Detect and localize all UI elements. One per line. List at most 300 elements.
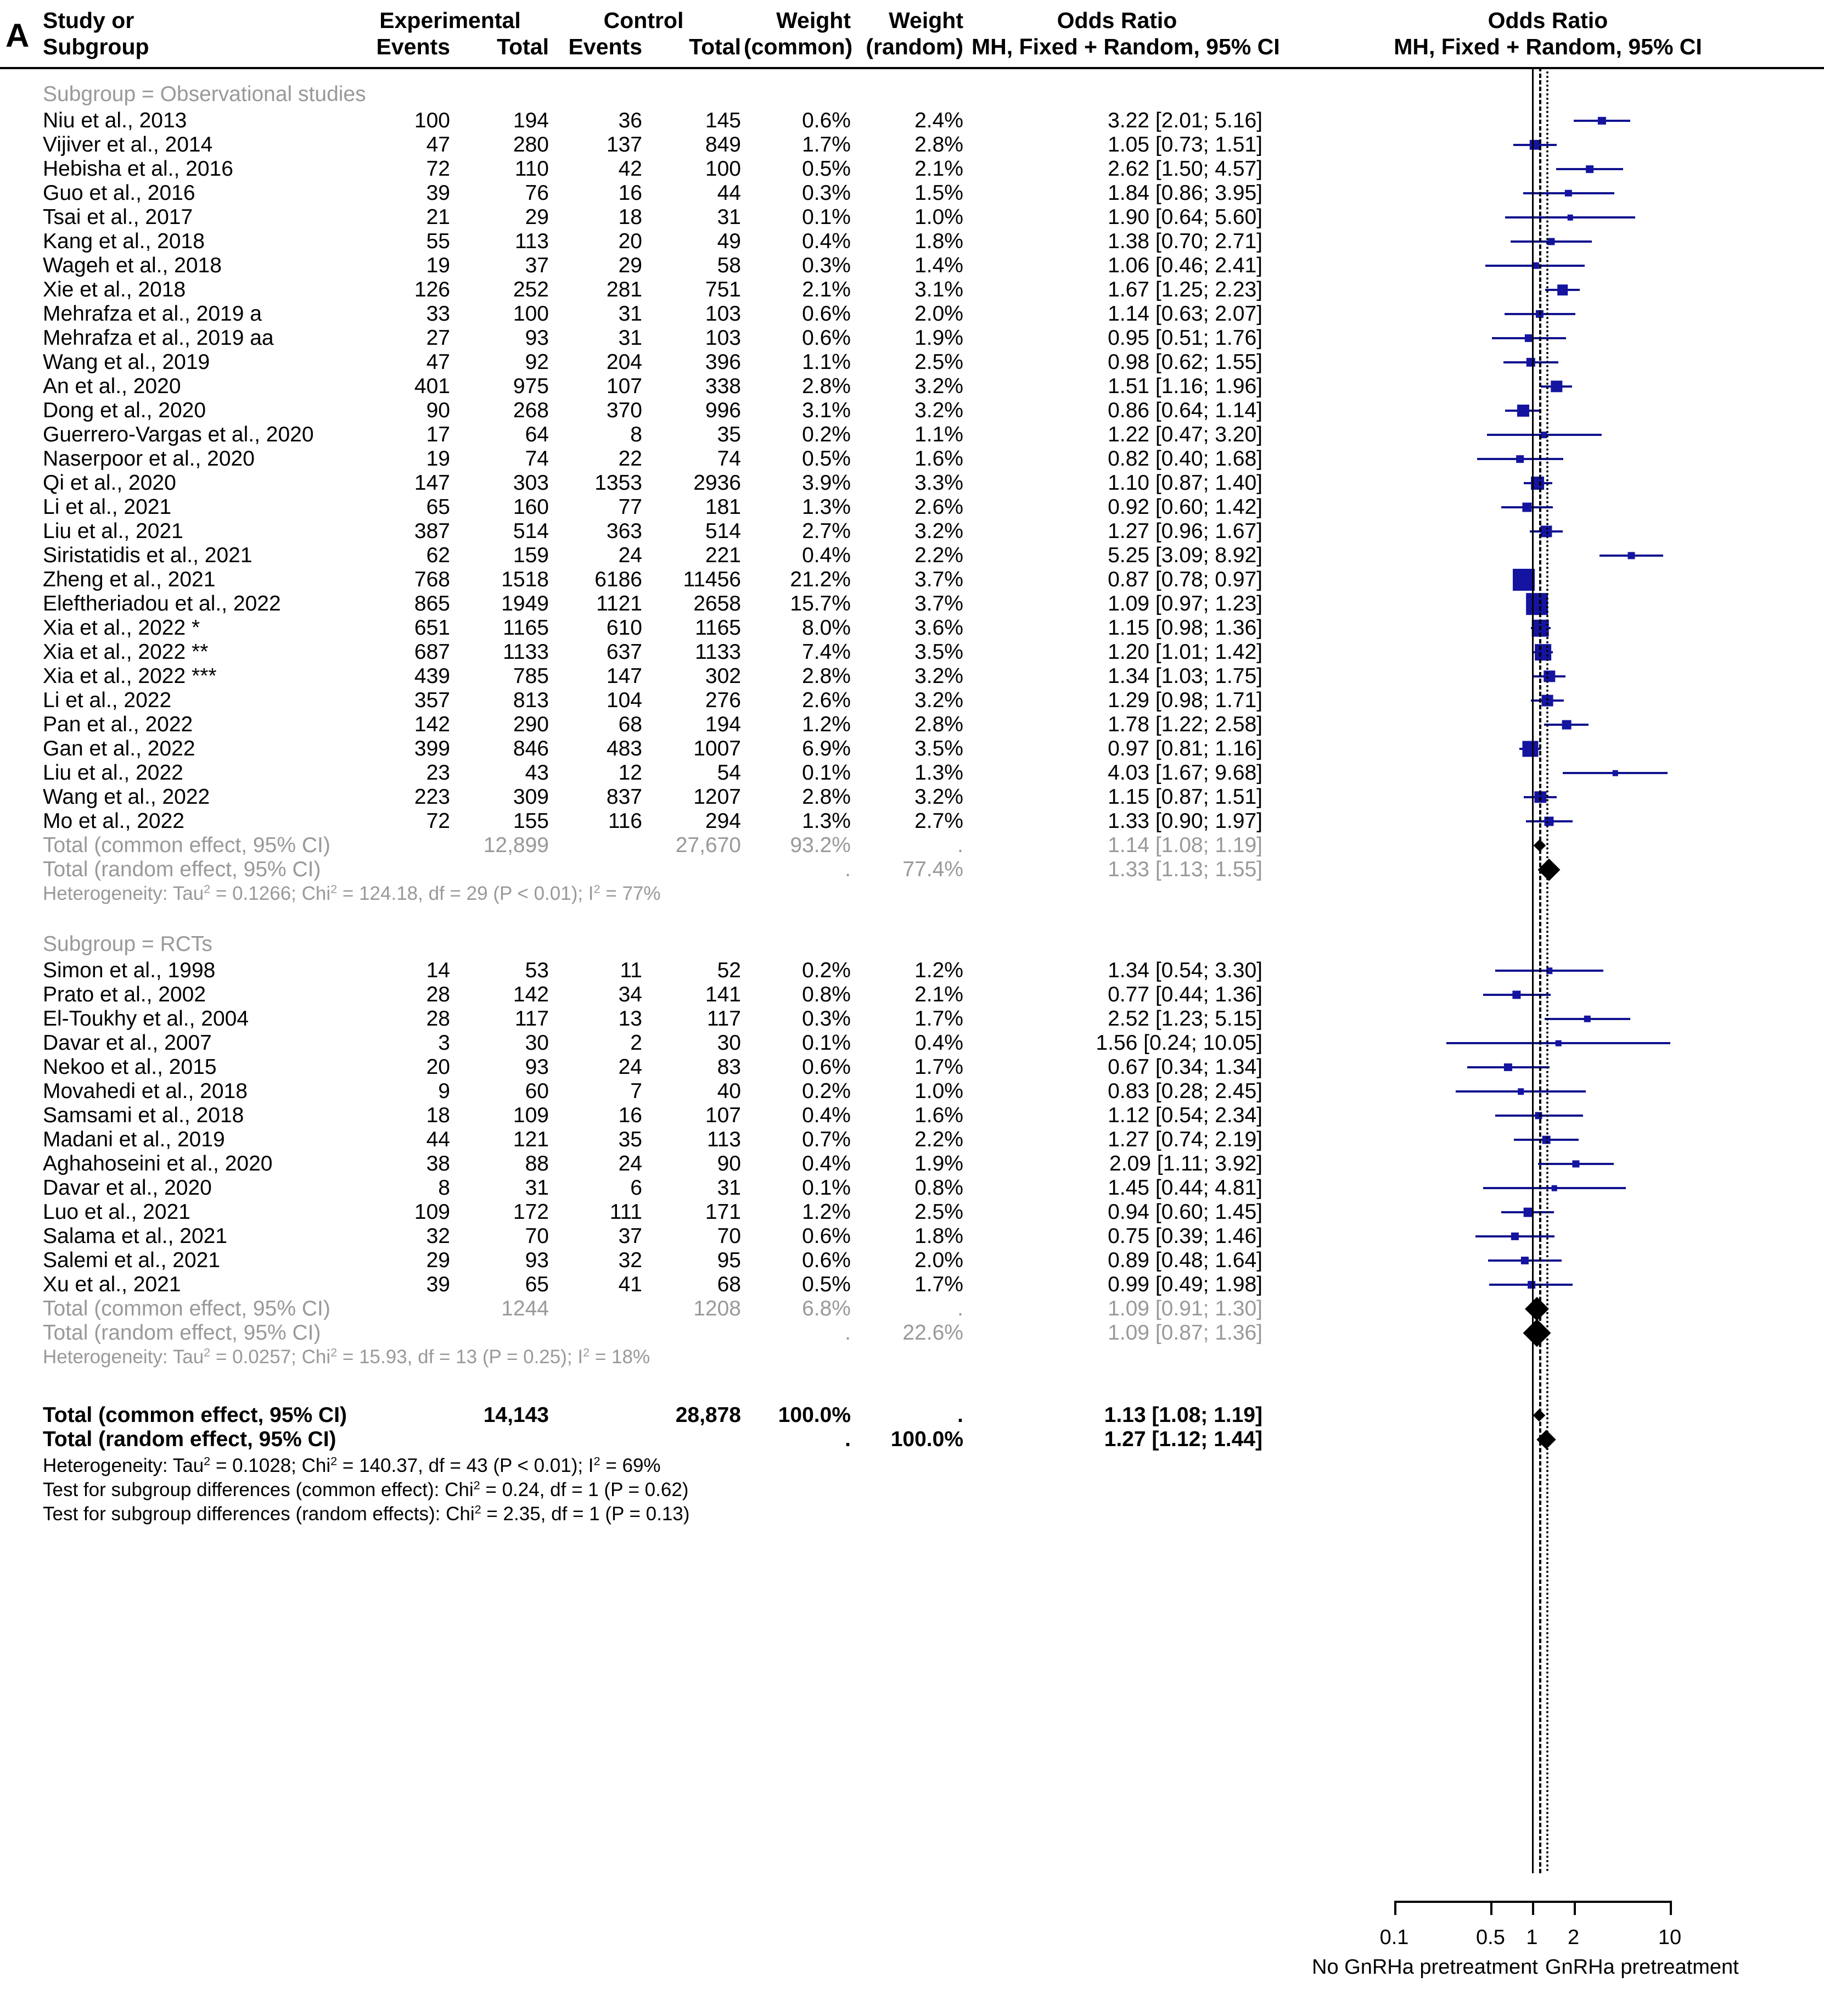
row-ctrl-events: 111	[609, 1200, 642, 1224]
row-ctrl-total: 141	[705, 983, 741, 1006]
study-marker	[1279, 1104, 1824, 1128]
row-weight-random: 3.2%	[914, 519, 963, 543]
row-exp-events: 65	[426, 495, 450, 519]
axis-tick-label: 0.5	[1476, 1926, 1505, 1949]
row-weight-common: 0.2%	[802, 959, 851, 982]
row-ctrl-total: 107	[705, 1104, 741, 1127]
row-exp-events: 147	[414, 471, 450, 495]
row-exp-total: 1165	[503, 616, 549, 640]
row-weight-random: 2.5%	[914, 1200, 963, 1224]
row-odds-ratio: 1.14 [1.08; 1.19]	[1108, 833, 1262, 857]
row-exp-events	[351, 858, 450, 882]
row-exp-events: 19	[426, 254, 450, 277]
row-ctrl-total: 221	[705, 544, 741, 567]
study-marker	[1279, 616, 1824, 640]
row-study-label: Aghahoseini et al., 2020	[43, 1152, 273, 1175]
row-ctrl-events: 29	[618, 254, 642, 277]
row-weight-random: 3.7%	[914, 592, 963, 615]
row-study-label: Total (random effect, 95% CI)	[43, 1321, 321, 1345]
effect-size-square	[1513, 569, 1535, 591]
row-exp-events: 100	[414, 109, 450, 132]
row-exp-total: 785	[513, 664, 549, 688]
row-ctrl-events: 31	[618, 326, 642, 350]
row-weight-common: 21.2%	[790, 568, 851, 591]
row-ctrl-total: 514	[705, 519, 741, 543]
effect-size-square	[1551, 380, 1562, 392]
row-odds-ratio: 0.98 [0.62; 1.55]	[1108, 350, 1262, 374]
subgroup-heading: Subgroup = Observational studies	[43, 82, 366, 106]
row-study-label: Xia et al., 2022 ***	[43, 664, 217, 688]
row-odds-ratio: 2.09 [1.11; 3.92]	[1109, 1152, 1262, 1175]
effect-size-square	[1562, 720, 1571, 730]
row-ctrl-events: 12	[618, 761, 642, 785]
row-weight-random: 1.8%	[914, 229, 963, 253]
row-exp-total: 268	[513, 399, 549, 422]
row-exp-events: 39	[426, 181, 450, 205]
row-ctrl-events	[546, 833, 642, 858]
row-exp-events	[351, 833, 450, 858]
header-study-line2: Subgroup	[43, 34, 149, 59]
row-exp-events: 357	[414, 688, 450, 712]
row-weight-common: 6.8%	[802, 1297, 851, 1320]
row-ctrl-events: 13	[618, 1007, 642, 1031]
row-study-label: Mo et al., 2022	[43, 809, 184, 833]
row-weight-random: 3.2%	[914, 785, 963, 809]
header-weight-random-1: Weight	[889, 8, 963, 33]
study-marker	[1279, 205, 1824, 229]
row-odds-ratio: 1.27 [1.12; 1.44]	[1104, 1427, 1262, 1451]
row-odds-ratio: 1.34 [1.03; 1.75]	[1108, 664, 1262, 688]
study-marker	[1279, 1152, 1824, 1176]
row-exp-events: 29	[426, 1248, 450, 1272]
row-weight-common: 0.6%	[802, 1055, 851, 1079]
row-study-label: Total (common effect, 95% CI)	[43, 1403, 347, 1427]
row-ctrl-total: 83	[717, 1055, 741, 1079]
forest-plot-canvas	[1279, 67, 1824, 1873]
header-weight-random-2: (random)	[866, 34, 963, 59]
row-study-label: Gan et al., 2022	[43, 737, 195, 760]
row-study-label: Total (random effect, 95% CI)	[43, 858, 321, 881]
row-ctrl-total: 181	[705, 495, 741, 519]
row-exp-events: 44	[426, 1128, 450, 1151]
header-or-ci-plot: MH, Fixed + Random, 95% CI	[1394, 34, 1702, 59]
row-exp-total: 194	[513, 109, 549, 132]
row-weight-common: 2.6%	[802, 688, 851, 712]
row-study-label: An et al., 2020	[43, 374, 181, 398]
row-odds-ratio: 1.14 [0.63; 2.07]	[1108, 302, 1262, 326]
row-exp-total: 1244	[501, 1297, 549, 1320]
row-exp-total: 110	[514, 157, 549, 181]
effect-size-square	[1544, 670, 1555, 682]
row-weight-common: .	[845, 1321, 851, 1345]
row-exp-total: 74	[525, 447, 549, 471]
row-ctrl-events: 68	[618, 713, 642, 736]
row-study-label: Li et al., 2022	[43, 688, 172, 712]
row-weight-random: 1.6%	[914, 447, 963, 471]
row-study-label: Davar et al., 2020	[43, 1176, 212, 1200]
effect-size-square	[1535, 644, 1551, 660]
study-marker	[1279, 399, 1824, 423]
row-ctrl-total: 11456	[683, 568, 741, 591]
axis-tick	[1490, 1901, 1492, 1915]
row-ctrl-total	[642, 1321, 741, 1345]
row-exp-total: 30	[525, 1031, 549, 1055]
random-effect-reference-line	[1546, 67, 1548, 1873]
row-ctrl-events: 204	[606, 350, 642, 374]
row-ctrl-total: 145	[705, 109, 741, 132]
row-ctrl-events: 32	[618, 1248, 642, 1272]
row-weight-common: 0.3%	[802, 181, 851, 205]
row-exp-total: 53	[525, 959, 549, 982]
row-odds-ratio: 0.92 [0.60; 1.42]	[1108, 495, 1262, 519]
row-ctrl-events: 36	[618, 109, 642, 132]
row-exp-events: 142	[414, 713, 450, 736]
row-exp-total: 93	[525, 1055, 549, 1079]
row-weight-common: 2.7%	[802, 519, 851, 543]
row-ctrl-events: 137	[606, 133, 642, 156]
row-ctrl-events: 1121	[596, 592, 642, 615]
row-weight-random: 0.8%	[914, 1176, 963, 1200]
row-exp-total: 975	[513, 374, 549, 398]
row-ctrl-events: 837	[606, 785, 642, 809]
row-weight-common: 2.8%	[802, 785, 851, 809]
row-odds-ratio: 1.78 [1.22; 2.58]	[1108, 713, 1262, 736]
row-study-label: Movahedi et al., 2018	[43, 1079, 248, 1103]
row-ctrl-events: 2	[630, 1031, 642, 1055]
row-odds-ratio: 1.06 [0.46; 2.41]	[1108, 254, 1262, 277]
row-ctrl-events: 35	[618, 1128, 642, 1151]
row-exp-total: 813	[513, 688, 549, 712]
study-marker	[1279, 254, 1824, 278]
row-weight-random: 1.9%	[914, 326, 963, 350]
row-odds-ratio: 1.84 [0.86; 3.95]	[1108, 181, 1262, 205]
row-weight-common: 0.6%	[802, 326, 851, 350]
study-marker	[1279, 1128, 1824, 1152]
axis-tick	[1532, 1901, 1534, 1915]
row-odds-ratio: 5.25 [3.09; 8.92]	[1108, 544, 1262, 567]
header-experimental: Experimental	[379, 8, 521, 33]
row-weight-random: 1.7%	[914, 1007, 963, 1031]
row-odds-ratio: 1.27 [0.96; 1.67]	[1108, 519, 1262, 543]
row-weight-random: 1.8%	[914, 1224, 963, 1248]
row-ctrl-events	[546, 1427, 642, 1452]
row-ctrl-events: 6	[630, 1176, 642, 1200]
effect-size-square	[1528, 1281, 1535, 1289]
row-exp-events: 28	[426, 1007, 450, 1031]
row-weight-random: 3.2%	[914, 664, 963, 688]
study-marker	[1279, 983, 1824, 1007]
row-exp-total: 1518	[501, 568, 549, 591]
row-exp-total: 172	[513, 1200, 549, 1224]
row-weight-common: 0.3%	[802, 254, 851, 277]
study-marker	[1279, 1079, 1824, 1104]
row-weight-common: 1.3%	[802, 495, 851, 519]
row-odds-ratio: 1.09 [0.97; 1.23]	[1108, 592, 1262, 615]
effect-size-square	[1598, 117, 1606, 125]
study-marker	[1279, 1273, 1824, 1297]
summary-diamond	[1279, 1297, 1824, 1321]
row-exp-total: 121	[513, 1128, 549, 1151]
row-weight-random: 1.6%	[914, 1104, 963, 1127]
row-weight-common: 7.4%	[802, 640, 851, 664]
row-weight-random: 2.0%	[914, 1248, 963, 1272]
row-exp-total: 117	[514, 1007, 549, 1031]
row-exp-total: 159	[513, 544, 549, 567]
row-exp-total: 155	[513, 809, 549, 833]
header-study-line1: Study or	[43, 8, 134, 33]
effect-size-square	[1522, 741, 1538, 757]
row-study-label: Tsai et al., 2017	[43, 205, 193, 229]
row-weight-random: 2.5%	[914, 350, 963, 374]
row-exp-total: 60	[525, 1079, 549, 1103]
row-exp-events	[351, 1321, 450, 1345]
row-ctrl-total: 95	[717, 1248, 741, 1272]
row-exp-events: 47	[426, 350, 450, 374]
row-weight-common: 2.8%	[802, 374, 851, 398]
study-marker	[1279, 688, 1824, 713]
study-marker	[1279, 1176, 1824, 1200]
row-odds-ratio: 1.33 [1.13; 1.55]	[1108, 858, 1262, 881]
row-exp-events: 126	[414, 278, 450, 301]
row-ctrl-events: 147	[606, 664, 642, 688]
row-odds-ratio: 1.20 [1.01; 1.42]	[1108, 640, 1262, 664]
row-ctrl-total: 1208	[693, 1297, 741, 1320]
effect-size-square	[1573, 1160, 1580, 1167]
row-weight-random: 3.5%	[914, 640, 963, 664]
row-weight-common: 0.6%	[802, 109, 851, 132]
header-weight-common-1: Weight	[776, 8, 851, 33]
row-exp-events: 23	[426, 761, 450, 785]
row-exp-total: 76	[525, 181, 549, 205]
row-ctrl-total: 31	[717, 1176, 741, 1200]
row-weight-common: 2.1%	[802, 278, 851, 301]
summary-diamond	[1279, 1321, 1824, 1345]
effect-size-square	[1526, 593, 1548, 615]
row-ctrl-total	[642, 858, 741, 882]
row-exp-events: 19	[426, 447, 450, 471]
row-study-label: Xu et al., 2021	[43, 1273, 181, 1296]
row-weight-random: 2.8%	[914, 713, 963, 736]
row-weight-common: 2.8%	[802, 664, 851, 688]
row-exp-events: 47	[426, 133, 450, 156]
row-exp-events: 109	[414, 1200, 450, 1224]
study-marker	[1279, 374, 1824, 399]
row-ctrl-total: 996	[705, 399, 741, 422]
row-exp-events	[351, 1297, 450, 1321]
row-ctrl-total: 30	[717, 1031, 741, 1055]
row-weight-random: 2.2%	[914, 544, 963, 567]
study-marker	[1279, 761, 1824, 785]
header-or-ci-text: MH, Fixed + Random, 95% CI	[972, 34, 1280, 59]
row-weight-common: 0.5%	[802, 447, 851, 471]
row-ctrl-total: 27,670	[675, 833, 741, 857]
summary-diamond	[1279, 1427, 1824, 1452]
row-ctrl-events: 77	[618, 495, 642, 519]
row-exp-events: 27	[426, 326, 450, 350]
study-marker	[1279, 544, 1824, 568]
row-weight-common: 0.7%	[802, 1128, 851, 1151]
study-marker	[1279, 592, 1824, 616]
row-ctrl-events: 37	[618, 1224, 642, 1248]
subgroup-test-line: Test for subgroup differences (common effect): Chi$^2$ = 0.24, df = 1 (P = 0.62)	[43, 1478, 689, 1500]
row-exp-events: 401	[414, 374, 450, 398]
row-weight-common: 3.9%	[802, 471, 851, 495]
effect-size-square	[1613, 770, 1619, 776]
row-ctrl-total: 302	[705, 664, 741, 688]
study-marker	[1279, 302, 1824, 326]
header-ctrl-total: Total	[689, 34, 741, 59]
row-weight-common: 0.6%	[802, 1248, 851, 1272]
row-study-label: Hebisha et al., 2016	[43, 157, 233, 181]
effect-size-square	[1517, 405, 1529, 417]
row-ctrl-events	[546, 1297, 642, 1321]
row-study-label: Li et al., 2021	[43, 495, 172, 519]
effect-size-square	[1565, 190, 1572, 197]
row-odds-ratio: 3.22 [2.01; 5.16]	[1108, 109, 1262, 132]
row-weight-random: 1.7%	[914, 1273, 963, 1296]
row-ctrl-total: 103	[705, 326, 741, 350]
row-study-label: Kang et al., 2018	[43, 229, 205, 253]
row-ctrl-total	[642, 1427, 741, 1452]
row-study-label: Eleftheriadou et al., 2022	[43, 592, 281, 615]
row-study-label: Wang et al., 2022	[43, 785, 210, 809]
header-control: Control	[603, 8, 684, 33]
row-exp-events: 399	[414, 737, 450, 760]
row-ctrl-events: 7	[630, 1079, 642, 1103]
row-exp-events: 72	[426, 157, 450, 181]
row-ctrl-total: 117	[706, 1007, 741, 1031]
row-weight-common: 0.1%	[802, 205, 851, 229]
row-ctrl-total: 849	[705, 133, 741, 156]
row-exp-total: 290	[513, 713, 549, 736]
row-odds-ratio: 0.87 [0.78; 0.97]	[1108, 568, 1262, 591]
row-ctrl-total: 2936	[693, 471, 741, 495]
row-weight-random: 3.7%	[914, 568, 963, 591]
row-weight-common: 0.1%	[802, 761, 851, 785]
row-study-label: Vijiver et al., 2014	[43, 133, 213, 156]
row-exp-events: 223	[414, 785, 450, 809]
study-marker	[1279, 713, 1824, 737]
row-ctrl-total: 103	[705, 302, 741, 326]
row-exp-events: 651	[414, 616, 450, 640]
row-odds-ratio: 0.82 [0.40; 1.68]	[1108, 447, 1262, 471]
row-exp-events: 8	[438, 1176, 450, 1200]
row-exp-total: 252	[513, 278, 549, 301]
row-weight-common: 0.4%	[802, 229, 851, 253]
row-odds-ratio: 0.75 [0.39; 1.46]	[1108, 1224, 1262, 1248]
row-weight-random: 1.4%	[914, 254, 963, 277]
row-study-label: Zheng et al., 2021	[43, 568, 216, 591]
row-exp-events: 72	[426, 809, 450, 833]
row-ctrl-total: 90	[717, 1152, 741, 1175]
axis-tick	[1394, 1901, 1396, 1915]
row-study-label: Niu et al., 2013	[43, 109, 187, 132]
study-marker	[1279, 350, 1824, 374]
row-odds-ratio: 1.67 [1.25; 2.23]	[1108, 278, 1262, 301]
row-odds-ratio: 0.99 [0.49; 1.98]	[1108, 1273, 1262, 1296]
row-ctrl-events: 370	[606, 399, 642, 422]
row-weight-random: 2.4%	[914, 109, 963, 132]
row-exp-events: 28	[426, 983, 450, 1006]
row-weight-random: 2.8%	[914, 133, 963, 156]
row-ctrl-total: 1207	[693, 785, 741, 809]
study-marker	[1279, 664, 1824, 688]
row-weight-common: 0.6%	[802, 1224, 851, 1248]
row-odds-ratio: 1.15 [0.87; 1.51]	[1108, 785, 1262, 809]
row-odds-ratio: 1.13 [1.08; 1.19]	[1104, 1403, 1262, 1427]
row-exp-total: 14,143	[483, 1403, 549, 1427]
row-ctrl-events: 24	[618, 1152, 642, 1175]
effect-size-square	[1586, 165, 1593, 173]
row-weight-common: 1.1%	[802, 350, 851, 374]
row-study-label: El-Toukhy et al., 2004	[43, 1007, 249, 1031]
row-weight-random: .	[957, 1403, 963, 1427]
row-exp-total: 93	[525, 326, 549, 350]
axis-tick	[1574, 1901, 1576, 1915]
row-weight-common: .	[845, 858, 851, 881]
row-weight-random: 3.2%	[914, 399, 963, 422]
row-weight-common: 100.0%	[778, 1403, 851, 1427]
row-ctrl-total: 276	[705, 688, 741, 712]
row-study-label: Total (common effect, 95% CI)	[43, 833, 330, 857]
heterogeneity-line: Heterogeneity: Tau$^2$ = 0.1266; Chi$^2$ = 124.18, df = 29 (P < 0.01); $I^2 = 77\%$	[43, 882, 661, 904]
row-exp-events: 3	[438, 1031, 450, 1055]
row-weight-common: 0.8%	[802, 983, 851, 1006]
row-exp-events: 90	[426, 399, 450, 422]
row-weight-common: 1.7%	[802, 133, 851, 156]
row-study-label: Pan et al., 2022	[43, 713, 193, 736]
diamond-shape	[1525, 1297, 1550, 1321]
row-weight-random: 3.1%	[914, 278, 963, 301]
row-ctrl-total: 68	[717, 1273, 741, 1296]
row-weight-common: 15.7%	[790, 592, 851, 615]
row-weight-common: 0.5%	[802, 1273, 851, 1296]
row-ctrl-total: 113	[706, 1128, 741, 1151]
row-study-label: Davar et al., 2007	[43, 1031, 212, 1055]
row-odds-ratio: 1.51 [1.16; 1.96]	[1108, 374, 1262, 398]
row-weight-random: 1.9%	[914, 1152, 963, 1175]
row-exp-total: 309	[513, 785, 549, 809]
row-study-label: Dong et al., 2020	[43, 399, 206, 422]
row-ctrl-events: 610	[606, 616, 642, 640]
row-ctrl-events: 41	[618, 1273, 642, 1296]
row-ctrl-total: 1165	[695, 616, 741, 640]
row-ctrl-events: 637	[606, 640, 642, 664]
row-study-label: Nekoo et al., 2015	[43, 1055, 217, 1079]
row-odds-ratio: 0.77 [0.44; 1.36]	[1108, 983, 1262, 1006]
row-weight-common: 1.2%	[802, 713, 851, 736]
study-marker	[1279, 495, 1824, 519]
row-exp-total	[456, 858, 549, 882]
row-odds-ratio: 1.12 [0.54; 2.34]	[1108, 1104, 1262, 1127]
axis-tick-label: 2	[1567, 1926, 1580, 1949]
effect-size-square	[1530, 140, 1540, 150]
row-ctrl-events: 8	[630, 423, 642, 446]
row-ctrl-total: 294	[705, 809, 741, 833]
effect-size-square	[1548, 238, 1555, 245]
row-odds-ratio: 1.34 [0.54; 3.30]	[1108, 959, 1262, 982]
row-weight-random: 2.7%	[914, 809, 963, 833]
row-exp-total: 65	[525, 1273, 549, 1296]
study-marker	[1279, 1224, 1824, 1248]
row-weight-random: 0.4%	[914, 1031, 963, 1055]
study-marker	[1279, 640, 1824, 664]
row-weight-random: 1.2%	[914, 959, 963, 982]
row-odds-ratio: 1.90 [0.64; 5.60]	[1108, 205, 1262, 229]
row-odds-ratio: 2.52 [1.23; 5.15]	[1108, 1007, 1262, 1031]
study-marker	[1279, 1248, 1824, 1273]
effect-size-square	[1511, 1233, 1519, 1240]
